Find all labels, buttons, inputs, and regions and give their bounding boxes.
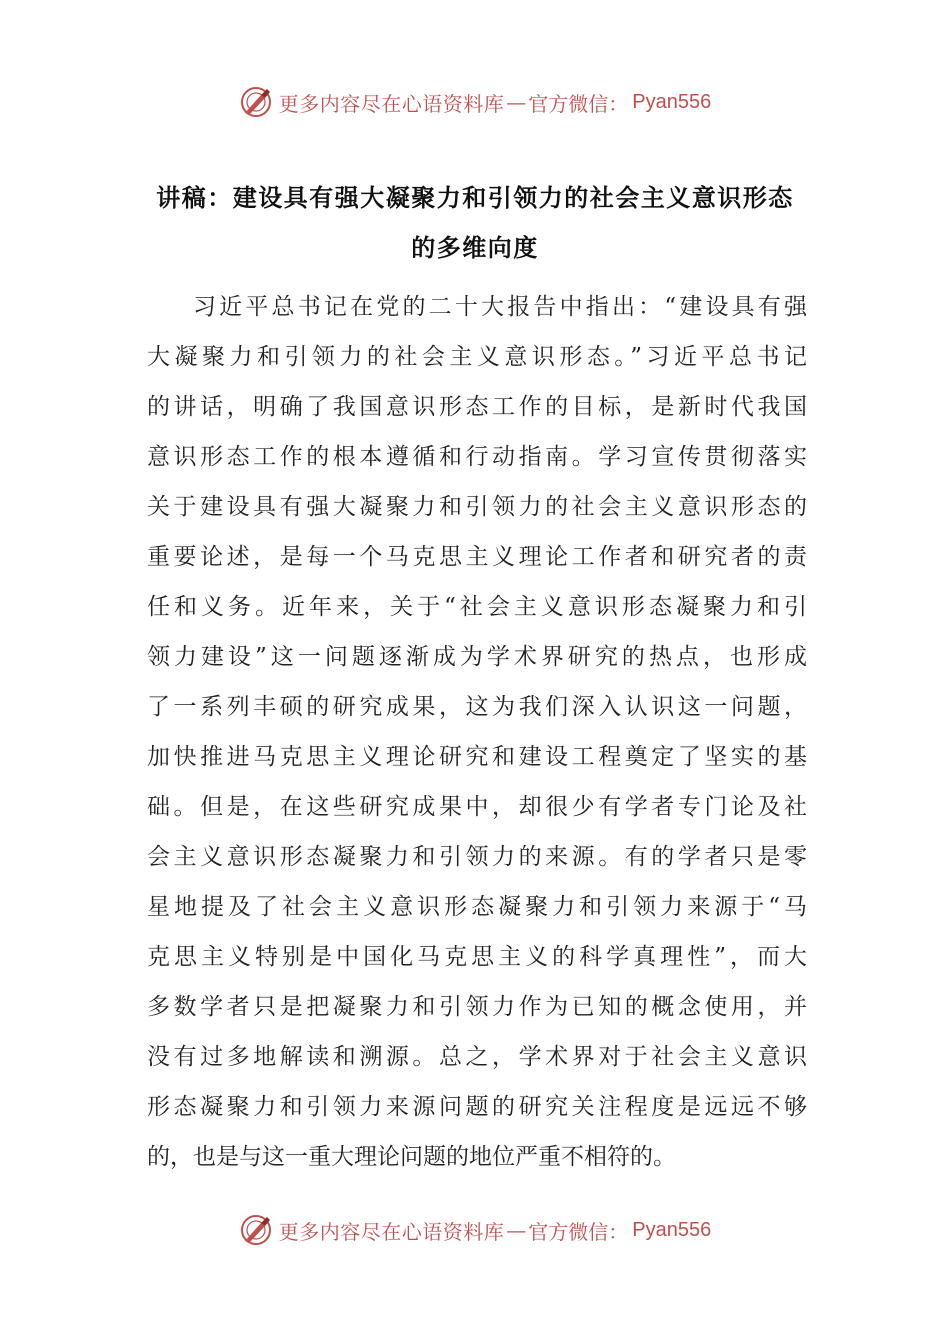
document-title-line-2: 的多维向度 xyxy=(411,234,539,262)
text-line: 领力建设”这一问题逐渐成为学术界研究的热点，也形成 xyxy=(147,644,807,670)
text-line: 没有过多地解读和溯源。总之，学术界对于社会主义意识 xyxy=(147,1044,807,1070)
banner-text: 更多内容尽在心语资料库 xyxy=(278,91,505,116)
text-line: 形态凝聚力和引领力来源问题的研究关注程度是远远不够 xyxy=(147,1094,807,1120)
text-line: 关于建设具有强大凝聚力和引领力的社会主义意识形态的 xyxy=(147,494,807,520)
banner-dash: — xyxy=(506,1218,527,1242)
text-line: 重要论述，是每一个马克思主义理论工作者和研究者的责 xyxy=(147,544,807,570)
banner-official-label: 官方微信： xyxy=(528,1219,629,1244)
banner-text: 更多内容尽在心语资料库 xyxy=(278,1219,505,1244)
banner-wechat-id: Pyan556 xyxy=(632,90,712,113)
text-line: 星地提及了社会主义意识形态凝聚力和引领力来源于“马 xyxy=(147,894,807,920)
text-line: 的讲话，明确了我国意识形态工作的目标，是新时代我国 xyxy=(147,394,807,420)
header-banner xyxy=(0,82,950,122)
footer-banner xyxy=(0,1210,950,1250)
text-line: 加快推进马克思主义理论研究和建设工程奠定了坚实的基 xyxy=(147,744,807,770)
pen-logo-icon xyxy=(239,85,273,119)
document-title-line-1: 讲稿：建设具有强大凝聚力和引领力的社会主义意识形态 xyxy=(156,184,794,212)
banner-official-label: 官方微信： xyxy=(528,91,629,116)
banner-dash: — xyxy=(506,90,527,114)
text-line: 克思主义特别是中国化马克思主义的科学真理性”，而大 xyxy=(147,944,807,970)
text-line: 任和义务。近年来，关于“社会主义意识形态凝聚力和引 xyxy=(147,594,807,620)
text-line: 会主义意识形态凝聚力和引领力的来源。有的学者只是零 xyxy=(147,844,807,870)
text-line: 的，也是与这一重大理论问题的地位严重不相符的。 xyxy=(147,1144,676,1170)
body-paragraph xyxy=(147,282,807,1182)
text-line: 意识形态工作的根本遵循和行动指南。学习宣传贯彻落实 xyxy=(147,444,807,470)
text-line: 础。但是，在这些研究成果中，却很少有学者专门论及社 xyxy=(147,794,807,820)
text-line: 习近平总书记在党的二十大报告中指出：“建设具有强 xyxy=(193,294,807,320)
text-line: 多数学者只是把凝聚力和引领力作为已知的概念使用，并 xyxy=(147,994,807,1020)
text-line: 大凝聚力和引领力的社会主义意识形态。”习近平总书记 xyxy=(147,344,807,370)
pen-logo-icon xyxy=(239,1213,273,1247)
banner-wechat-id: Pyan556 xyxy=(632,1218,712,1241)
text-line: 了一系列丰硕的研究成果，这为我们深入认识这一问题， xyxy=(147,694,807,720)
